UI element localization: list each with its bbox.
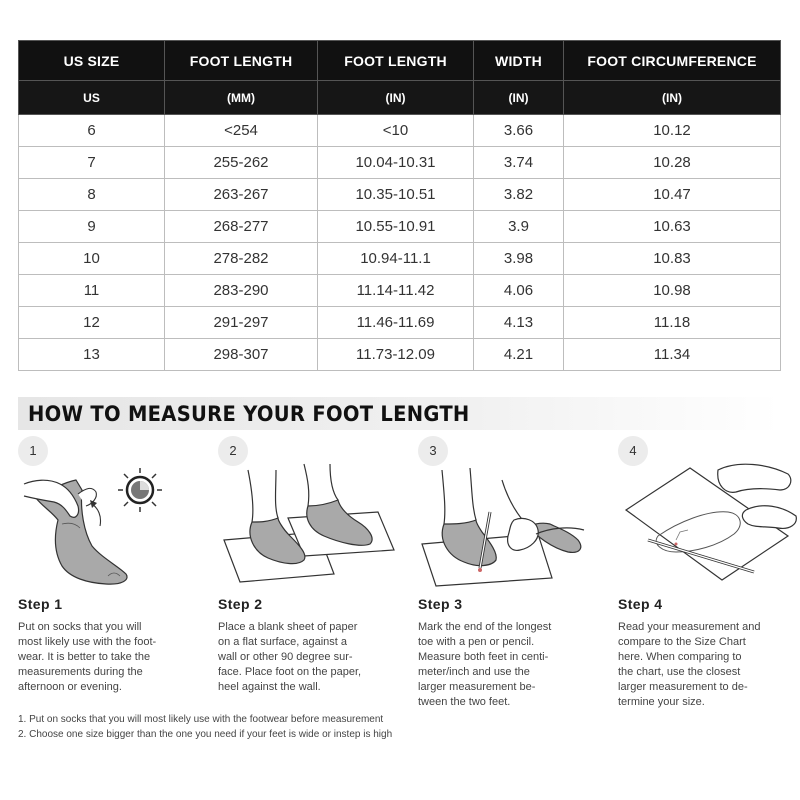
cell-circumference: 10.12 — [564, 115, 781, 147]
cell-width: 4.06 — [474, 275, 564, 307]
unit-in-length: (IN) — [318, 81, 474, 115]
step-text-line: here. When comparing to — [618, 651, 742, 663]
step-3-illustration — [418, 440, 600, 590]
step-text-line: Place a blank sheet of paper — [218, 621, 358, 633]
header-width: WIDTH — [474, 41, 564, 81]
size-chart-table — [18, 40, 781, 371]
step-text-line: wall or other 90 degree sur- — [218, 651, 353, 663]
table-row — [19, 147, 781, 179]
unit-mm: (MM) — [165, 81, 318, 115]
step-number-badge: 1 — [18, 436, 48, 466]
cell-us-size: 9 — [19, 211, 165, 243]
table-row — [19, 211, 781, 243]
cell-foot-length-in: 10.35-10.51 — [318, 179, 474, 211]
table-row — [19, 179, 781, 211]
cell-foot-length-in: <10 — [318, 115, 474, 147]
cell-foot-length-in: 10.94-11.1 — [318, 243, 474, 275]
cell-circumference: 11.34 — [564, 339, 781, 371]
step-text-line: larger measurement to de- — [618, 681, 748, 693]
header-foot-circumference: FOOT CIRCUMFERENCE — [564, 41, 781, 81]
header-row-titles — [19, 41, 781, 81]
header-row-units — [19, 81, 781, 115]
step-text-line: most likely use with the foot- — [18, 636, 157, 648]
step-text-line: toe with a pen or pencil. — [418, 636, 535, 648]
cell-width: 4.13 — [474, 307, 564, 339]
step-text-line: Measure both feet in centi- — [418, 651, 549, 663]
table-row — [19, 275, 781, 307]
cell-circumference: 10.28 — [564, 147, 781, 179]
cell-width: 3.9 — [474, 211, 564, 243]
cell-foot-length-mm: 298-307 — [165, 339, 318, 371]
step-text-line: Put on socks that you will — [18, 621, 142, 633]
cell-width: 3.98 — [474, 243, 564, 275]
step-4-illustration — [618, 440, 800, 590]
step-1-illustration — [18, 440, 200, 590]
unit-us: US — [19, 81, 165, 115]
step-text-line: Mark the end of the longest — [418, 621, 552, 633]
step-text-line: larger measurement be- — [418, 681, 536, 693]
table-row — [19, 307, 781, 339]
cell-foot-length-in: 11.73-12.09 — [318, 339, 474, 371]
cell-width: 3.74 — [474, 147, 564, 179]
unit-in-width: (IN) — [474, 81, 564, 115]
table-row — [19, 243, 781, 275]
cell-us-size: 13 — [19, 339, 165, 371]
step-text-line: face. Place foot on the paper, — [218, 666, 362, 678]
step-number-badge: 2 — [218, 436, 248, 466]
measurement-notes — [18, 712, 718, 742]
cell-foot-length-mm: 283-290 — [165, 275, 318, 307]
step-description — [418, 620, 600, 710]
cell-circumference: 10.63 — [564, 211, 781, 243]
cell-width: 4.21 — [474, 339, 564, 371]
cell-foot-length-mm: 278-282 — [165, 243, 318, 275]
cell-foot-length-mm: <254 — [165, 115, 318, 147]
step-text-line: afternoon or evening. — [18, 681, 122, 693]
cell-us-size: 11 — [19, 275, 165, 307]
step-number-badge: 4 — [618, 436, 648, 466]
step-text-line: tween the two feet. — [418, 696, 511, 708]
cell-foot-length-mm: 255-262 — [165, 147, 318, 179]
cell-foot-length-mm: 291-297 — [165, 307, 318, 339]
cell-foot-length-mm: 268-277 — [165, 211, 318, 243]
step-text-line: termine your size. — [618, 696, 705, 708]
step-description — [218, 620, 400, 695]
header-foot-length-mm: FOOT LENGTH — [165, 41, 318, 81]
cell-width: 3.82 — [474, 179, 564, 211]
unit-in-circumference: (IN) — [564, 81, 781, 115]
step-text-line: Read your measurement and — [618, 621, 761, 633]
step-title: Step 1 — [18, 596, 63, 612]
cell-us-size: 12 — [19, 307, 165, 339]
step-text-line: measurements during the — [18, 666, 143, 678]
step-text-line: meter/inch and use the — [418, 666, 530, 678]
cell-foot-length-in: 10.04-10.31 — [318, 147, 474, 179]
cell-circumference: 10.98 — [564, 275, 781, 307]
cell-circumference: 10.83 — [564, 243, 781, 275]
step-number-badge: 3 — [418, 436, 448, 466]
step-text-line: wear. It is better to take the — [18, 651, 151, 663]
step-description — [18, 620, 200, 695]
cell-foot-length-in: 11.14-11.42 — [318, 275, 474, 307]
step-description — [618, 620, 800, 710]
step-title: Step 3 — [418, 596, 463, 612]
measure-section-title: HOW TO MEASURE YOUR FOOT LENGTH — [28, 402, 470, 426]
cell-width: 3.66 — [474, 115, 564, 147]
note-1: 1. Put on socks that you will most likely use with the footwear before measurement — [18, 714, 384, 725]
table-row — [19, 339, 781, 371]
cell-us-size: 8 — [19, 179, 165, 211]
cell-foot-length-in: 10.55-10.91 — [318, 211, 474, 243]
header-us-size: US SIZE — [19, 41, 165, 81]
table-row — [19, 115, 781, 147]
cell-foot-length-in: 11.46-11.69 — [318, 307, 474, 339]
header-foot-length-in: FOOT LENGTH — [318, 41, 474, 81]
note-2: 2. Choose one size bigger than the one you need if your feet is wide or instep is high — [18, 729, 393, 740]
step-title: Step 2 — [218, 596, 263, 612]
cell-us-size: 7 — [19, 147, 165, 179]
step-text-line: the chart, use the closest — [618, 666, 741, 678]
cell-foot-length-mm: 263-267 — [165, 179, 318, 211]
step-title: Step 4 — [618, 596, 663, 612]
step-text-line: on a flat surface, against a — [218, 636, 348, 648]
step-2-illustration — [218, 440, 400, 590]
cell-circumference: 10.47 — [564, 179, 781, 211]
cell-us-size: 6 — [19, 115, 165, 147]
cell-us-size: 10 — [19, 243, 165, 275]
step-text-line: heel against the wall. — [218, 681, 321, 693]
cell-circumference: 11.18 — [564, 307, 781, 339]
step-text-line: compare to the Size Chart — [618, 636, 746, 648]
